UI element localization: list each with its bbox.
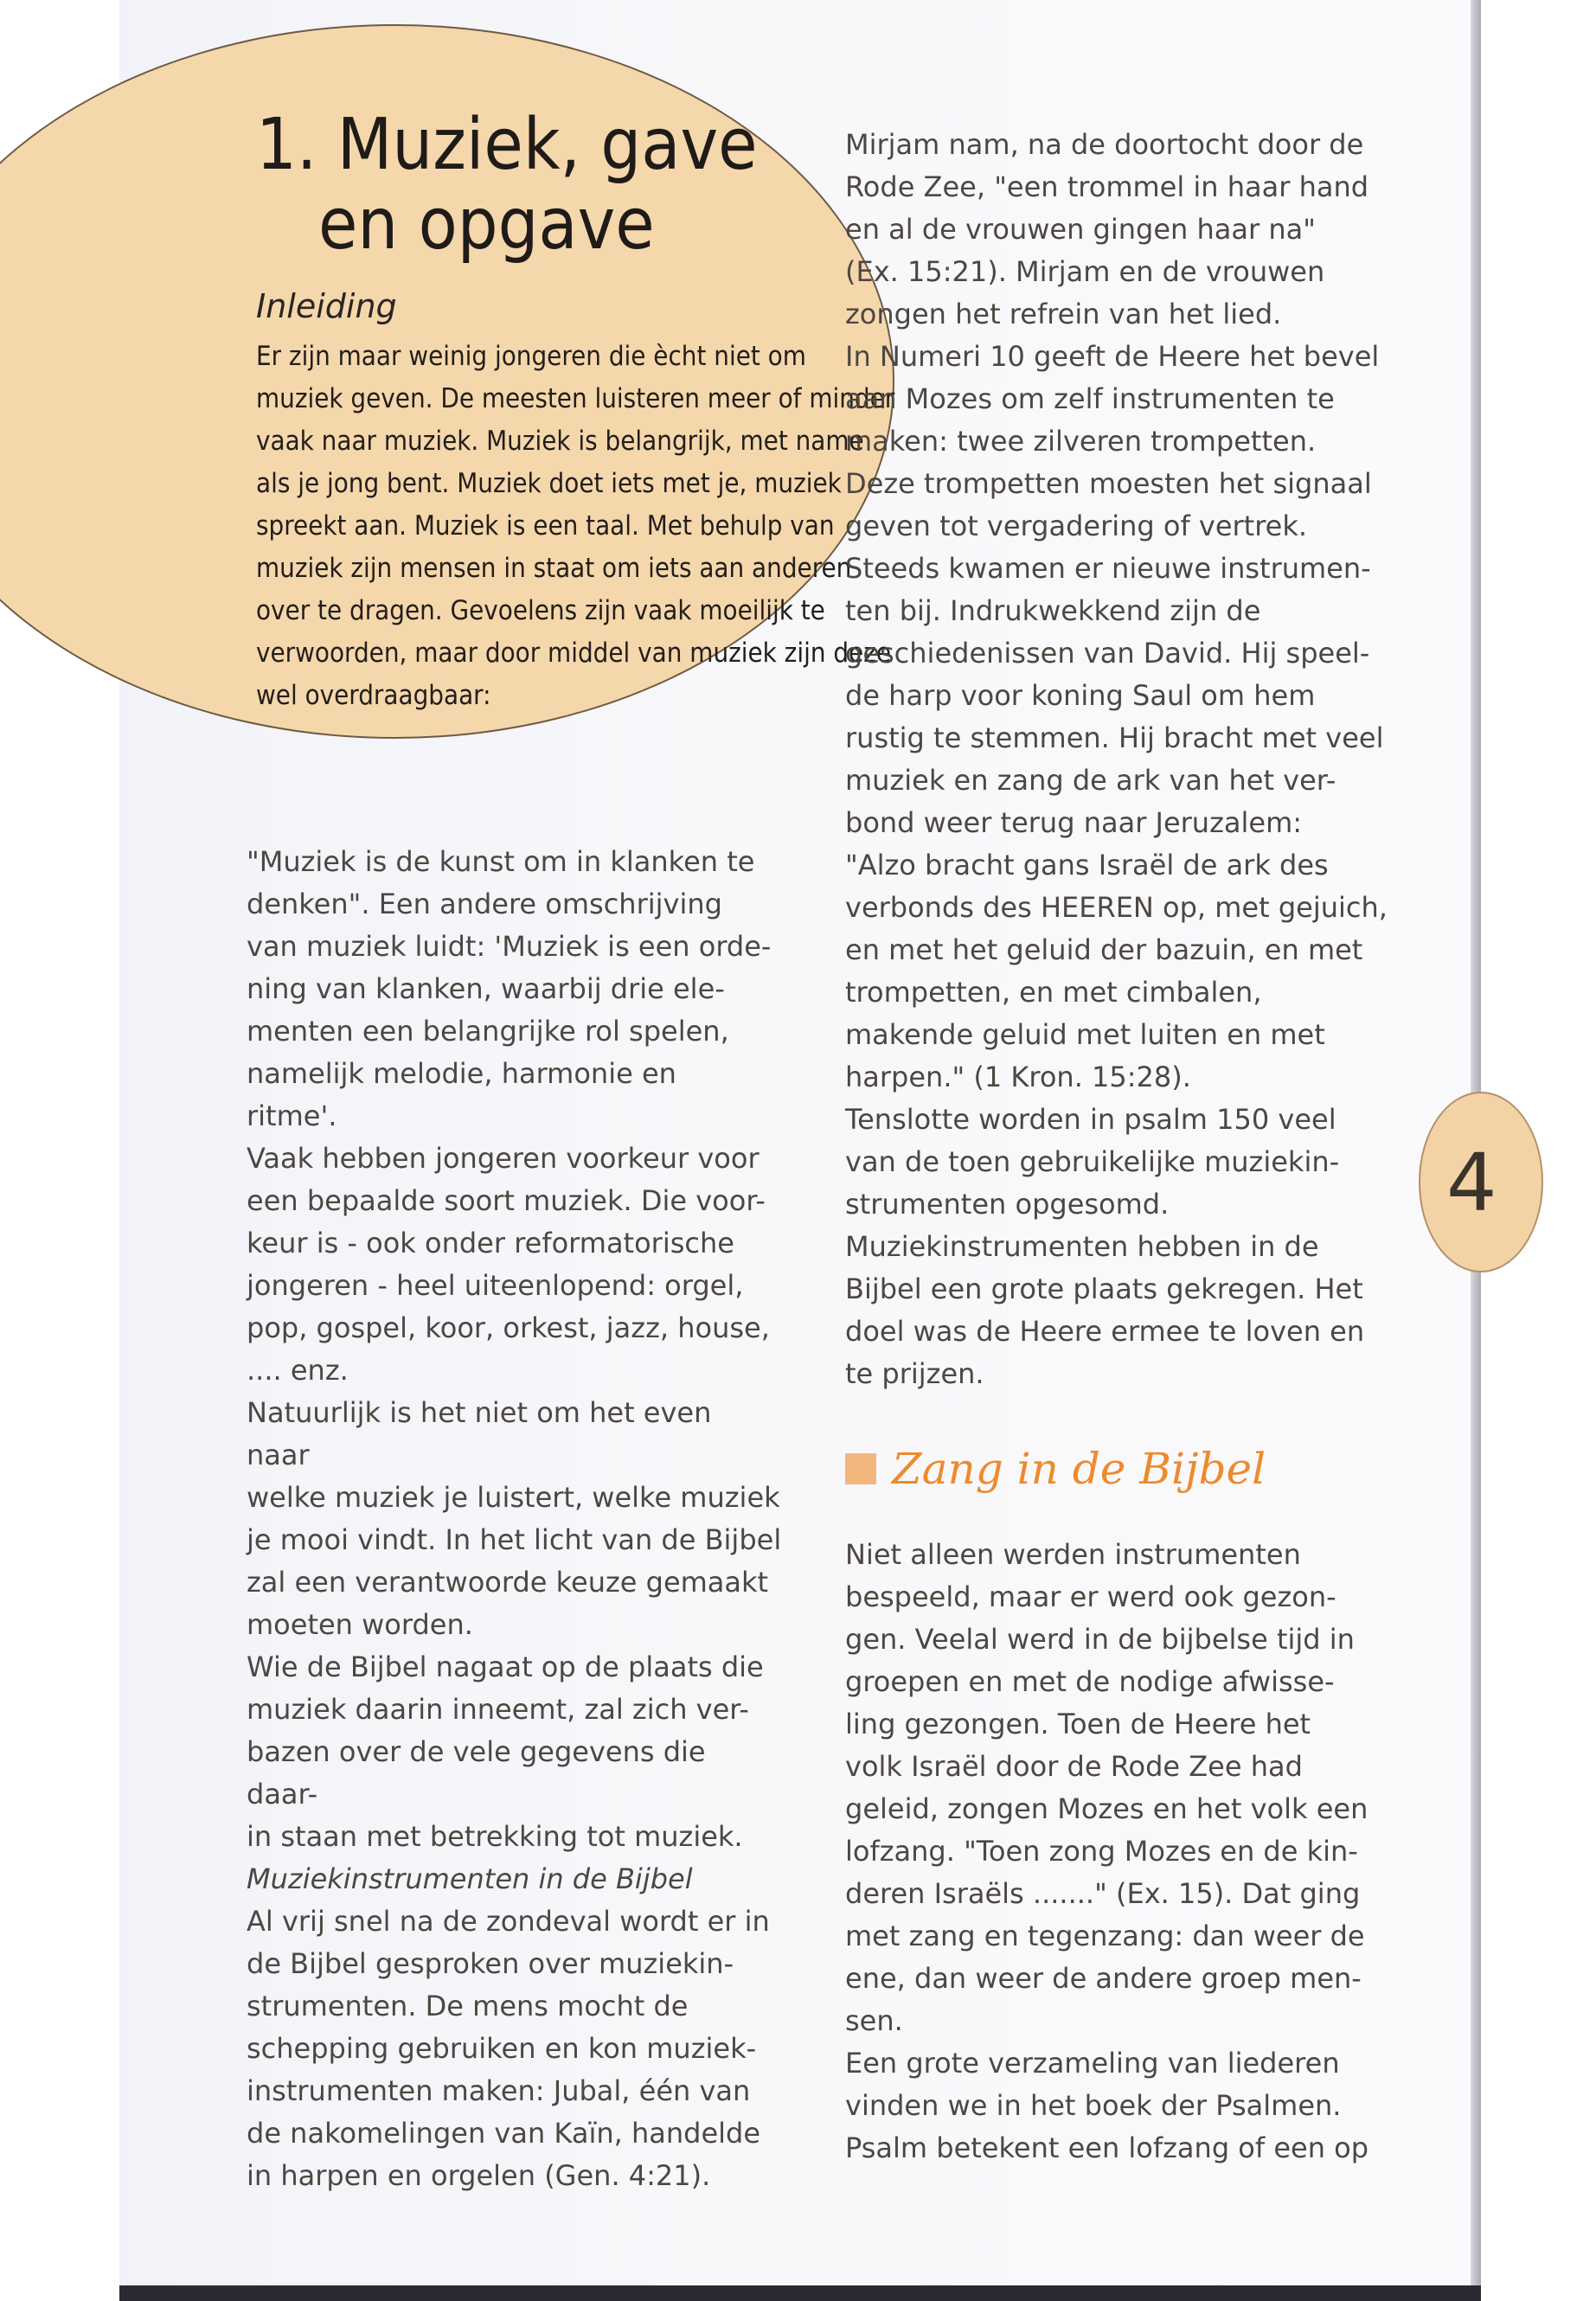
chapter-title [256,106,758,265]
paragraph: Mirjam nam, na de doortocht door de Rode Zee, "een trommel in haar hand en al de vrouwen gingen haar na" (Ex. 15:21). Mirjam en de vrouwen zongen het refrein van het lied. [845,128,1369,330]
paragraph: Tenslotte worden in psalm 150 veel van de toen gebruikelijke muziekin- strumenten opgesomd. [845,1103,1340,1221]
paragraph: Al vrij snel na de zondeval wordt er in de Bijbel gesproken over muziekin- strumenten. De mens mocht de schepping gebruiken en kon muziek- instrumenten maken: Jubal, één van de nakomelingen van Kaïn, handelde in harpen en orgelen (Gen. 4:21). [247,1905,770,2192]
paragraph: Natuurlijk is het niet om het even naar welke muziek je luistert, welke muziek je mooi vindt. In het licht van de Bijbel zal een verantwoorde keuze gemaakt moeten worden. [247,1396,782,1641]
paragraph: In Numeri 10 geeft de Heere het bevel aan Mozes om zelf instrumenten te maken: twee zilveren trompetten. Deze trompetten moesten het signaal geven tot vergadering of vertrek. Steeds kwamen er nieuwe instrumen- ten bij. Indrukwekkend zijn de geschiedenissen van David. Hij speel- de harp voor koning Saul om hem rustig te stemmen. Hij bracht met veel muziek en zang de ark van het ver- bond weer terug naar Jeruzalem: "Alzo bracht gans Israël de ark des verbonds des HEEREN op, met gejuich, en met het geluid der bazuin, en met trompetten, en met cimbalen, makende geluid met luiten en met harpen." (1 Kron. 15:28). [845,340,1388,1093]
inleiding-text: Er zijn maar weinig jongeren die ècht niet om muziek geven. De meesten luisteren meer of minder vaak naar muziek. Muziek is belangrijk, met name als je jong bent. Muziek doet iets met je, muziek spreekt aan. Muziek is een taal. Met behulp van muziek zijn mensen in staat om iets aan anderen over te dragen. Gevoelens zijn vaak moeilijk te verwoorden, maar door middel van muziek zijn deze wel overdraagbaar: [256,341,895,711]
paragraph: "Muziek is de kunst om in klanken te denken". Een andere omschrijving van muziek luidt: 'Muziek is een orde- ning van klanken, waarbij drie ele- menten een belangrijke rol spelen, namelijk melodie, harmonie en ritme'. [247,845,772,1132]
orange-square-icon [845,1453,876,1484]
section-heading [845,1430,1390,1508]
chapter-side-tab [1419,1092,1543,1272]
inleiding-heading: Inleiding [256,287,397,325]
subheading: Muziekinstrumenten in de Bijbel [247,1862,693,1895]
section-heading-text: Zang in de Bijbel [892,1444,1266,1494]
bottom-edge [119,2285,1481,2301]
chapter-tab-number: 4 [1446,1137,1497,1229]
chapter-title-line-1: 1. Muziek, gave [256,104,758,186]
right-column [845,124,1390,2170]
paragraph: Niet alleen werden instrumenten bespeeld, maar er werd ook gezon- gen. Veelal werd in de bijbelse tijd in groepen en met de nodige afwisse- ling gezongen. Toen de Heere het volk Israël door de Rode Zee had geleid, zongen Mozes en het volk een lofzang. "Toen zong Mozes en de kin- deren Israëls ......." (Ex. 15). Dat ging met zang en tegenzang: dan weer de ene, dan weer de andere groep men- sen. [845,1538,1368,2037]
paragraph: Een grote verzameling van liederen vinden we in het boek der Psalmen. Psalm betekent een lofzang of een op [845,2047,1369,2164]
paragraph: Muziekinstrumenten hebben in de Bijbel een grote plaats gekregen. Het doel was de Heere ermee te loven en te prijzen. [845,1230,1365,1390]
paragraph: Wie de Bijbel nagaat op de plaats die muziek daarin inneemt, zal zich ver- bazen over de vele gegevens die daar- in staan met betrekking tot muziek. [247,1650,764,1853]
chapter-title-line-2: en opgave [318,183,655,266]
left-column [247,841,783,2197]
paragraph: Vaak hebben jongeren voorkeur voor een bepaalde soort muziek. Die voor- keur is - ook onder reformatorische jongeren - heel uiteenlopend: orgel, pop, gospel, koor, orkest, jazz, house, .... enz. [247,1142,770,1387]
